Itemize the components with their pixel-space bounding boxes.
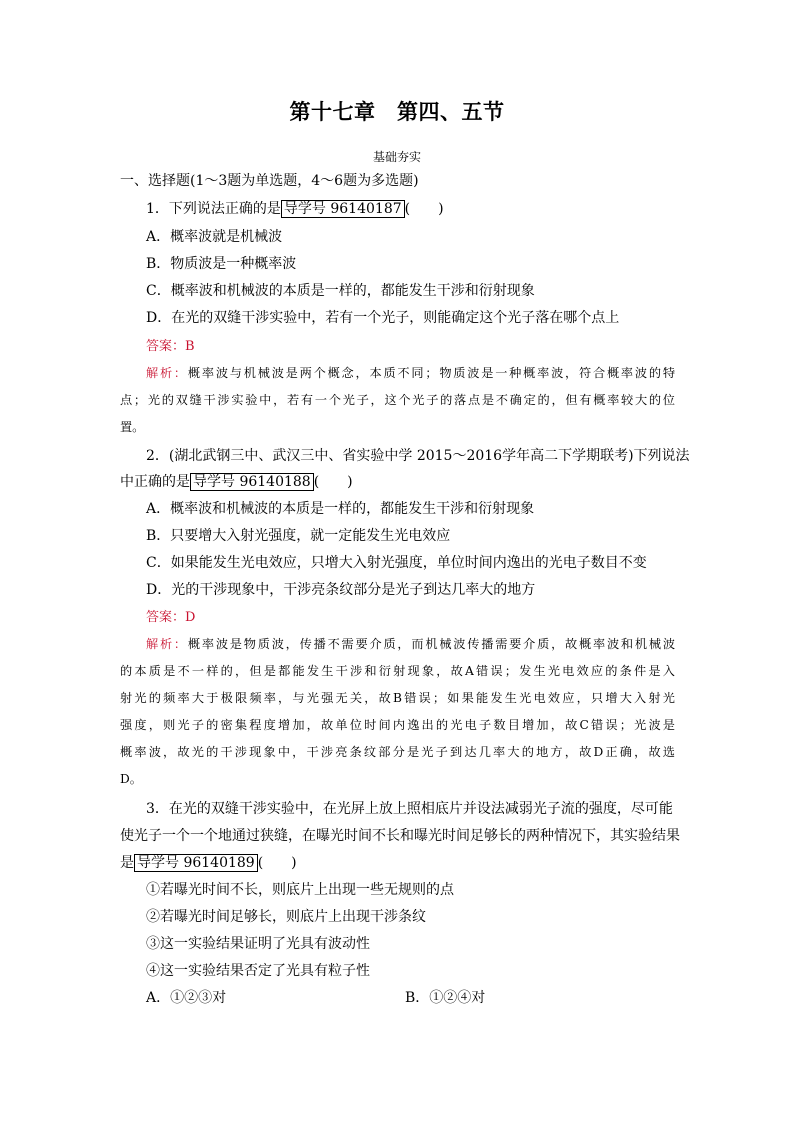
q1-option-a: A．概率波就是机械波 (146, 229, 283, 245)
q3-statement-2: ②若曝光时间足够长，则底片上出现干涉条纹 (146, 909, 426, 925)
q3-options-row (146, 985, 675, 1012)
q2-explanation-line: 的本质是不一样的，但是都能发生干涉和衍射现象，故A错误；发生光电效应的条件是入 (120, 664, 675, 678)
question-ref-box: 导学号 96140187 (281, 200, 405, 218)
q1-option-c: C．概率波和机械波的本质是一样的，都能发生干涉和衍射现象 (146, 283, 535, 299)
q1-answer: 答案：B (146, 339, 195, 354)
q3-statement-3: ③这一实验结果证明了光具有波动性 (146, 936, 370, 952)
q2-explanation-line: D。 (120, 772, 142, 786)
question-ref-box: 导学号 96140188 (190, 473, 314, 491)
q2-explanation-line: 射光的频率大于极限频率，与光强无关，故B错误；如果能发生光电效应，只增大入射光 (120, 691, 675, 705)
q3-option-b: B．①②④对 (405, 990, 486, 1006)
q1-option-b: B．物质波是一种概率波 (146, 256, 297, 272)
section-subtitle: 基础夯实 (372, 150, 421, 164)
question-3-stem-cont: 使光子一个一个地通过狭缝，在曝光时间不长和曝光时间足够长的两种情况下，其实验结果 (120, 828, 680, 844)
q3-option-a: A．①②③对 (146, 990, 227, 1006)
answer-paren: ( ) (257, 855, 297, 871)
question-2-stem: 2．(湖北武钢三中、武汉三中、省实验中学 2015～2016学年高二下学期联考)下列说法 (146, 448, 690, 464)
question-2-stem-cont: 中正确的是 导学号 96140188 ( ) (120, 474, 353, 490)
q2-explanation-line: 概率波，故光的干涉现象中，干涉亮条纹部分是光子到达几率大的地方，故D正确，故选 (120, 745, 675, 759)
explanation-label: 解析： (146, 637, 188, 651)
q1-explanation-line: 解析：概率波与机械波是两个概念，本质不同；物质波是一种概率波，符合概率波的特 (146, 366, 676, 380)
q2-option-b: B．只要增大入射光强度，就一定能发生光电效应 (146, 528, 451, 544)
page-title: 第十七章 第四、五节 (289, 100, 505, 124)
q2-explanation-line: 解析：概率波是物质波，传播不需要介质，而机械波传播需要介质，故概率波和机械波 (146, 637, 676, 651)
q1-explanation-line: 点；光的双缝干涉实验中，若有一个光子，这个光子的落点是不确定的，但有概率较大的位 (120, 393, 675, 407)
question-ref-box: 导学号 96140189 (134, 854, 258, 872)
q2-option-c: C．如果能发生光电效应，只增大入射光强度，单位时间内逸出的光电子数目不变 (146, 555, 647, 571)
q3-statement-1: ①若曝光时间不长，则底片上出现一些无规则的点 (146, 882, 454, 898)
q2-explanation-line: 强度，则光子的密集程度增加，故单位时间内逸出的光电子数目增加，故C错误；光波是 (120, 718, 675, 732)
explanation-label: 解析： (146, 366, 188, 380)
question-1-stem (146, 196, 675, 223)
answer-paren: ( ) (313, 474, 353, 490)
question-3-stem: 3．在光的双缝干涉实验中，在光屏上放上照相底片并设法减弱光子流的强度，尽可能 (146, 801, 673, 817)
q3-statement-4: ④这一实验结果否定了光具有粒子性 (146, 963, 370, 979)
q2-answer: 答案：D (146, 610, 196, 625)
question-stem-text: 1．下列说法正确的是 (146, 201, 281, 217)
section-heading: 一、选择题(1～3题为单选题，4～6题为多选题) (120, 173, 419, 189)
q2-option-d: D．光的干涉现象中，干涉亮条纹部分是光子到达几率大的地方 (146, 582, 536, 598)
q2-option-a: A．概率波和机械波的本质是一样的，都能发生干涉和衍射现象 (146, 501, 535, 517)
q1-explanation-line: 置。 (120, 420, 145, 434)
question-3-stem-cont: 是 导学号 96140189 ( ) (120, 855, 297, 871)
answer-paren: ( ) (404, 201, 444, 217)
q1-option-d: D．在光的双缝干涉实验中，若有一个光子，则能确定这个光子落在哪个点上 (146, 310, 620, 326)
